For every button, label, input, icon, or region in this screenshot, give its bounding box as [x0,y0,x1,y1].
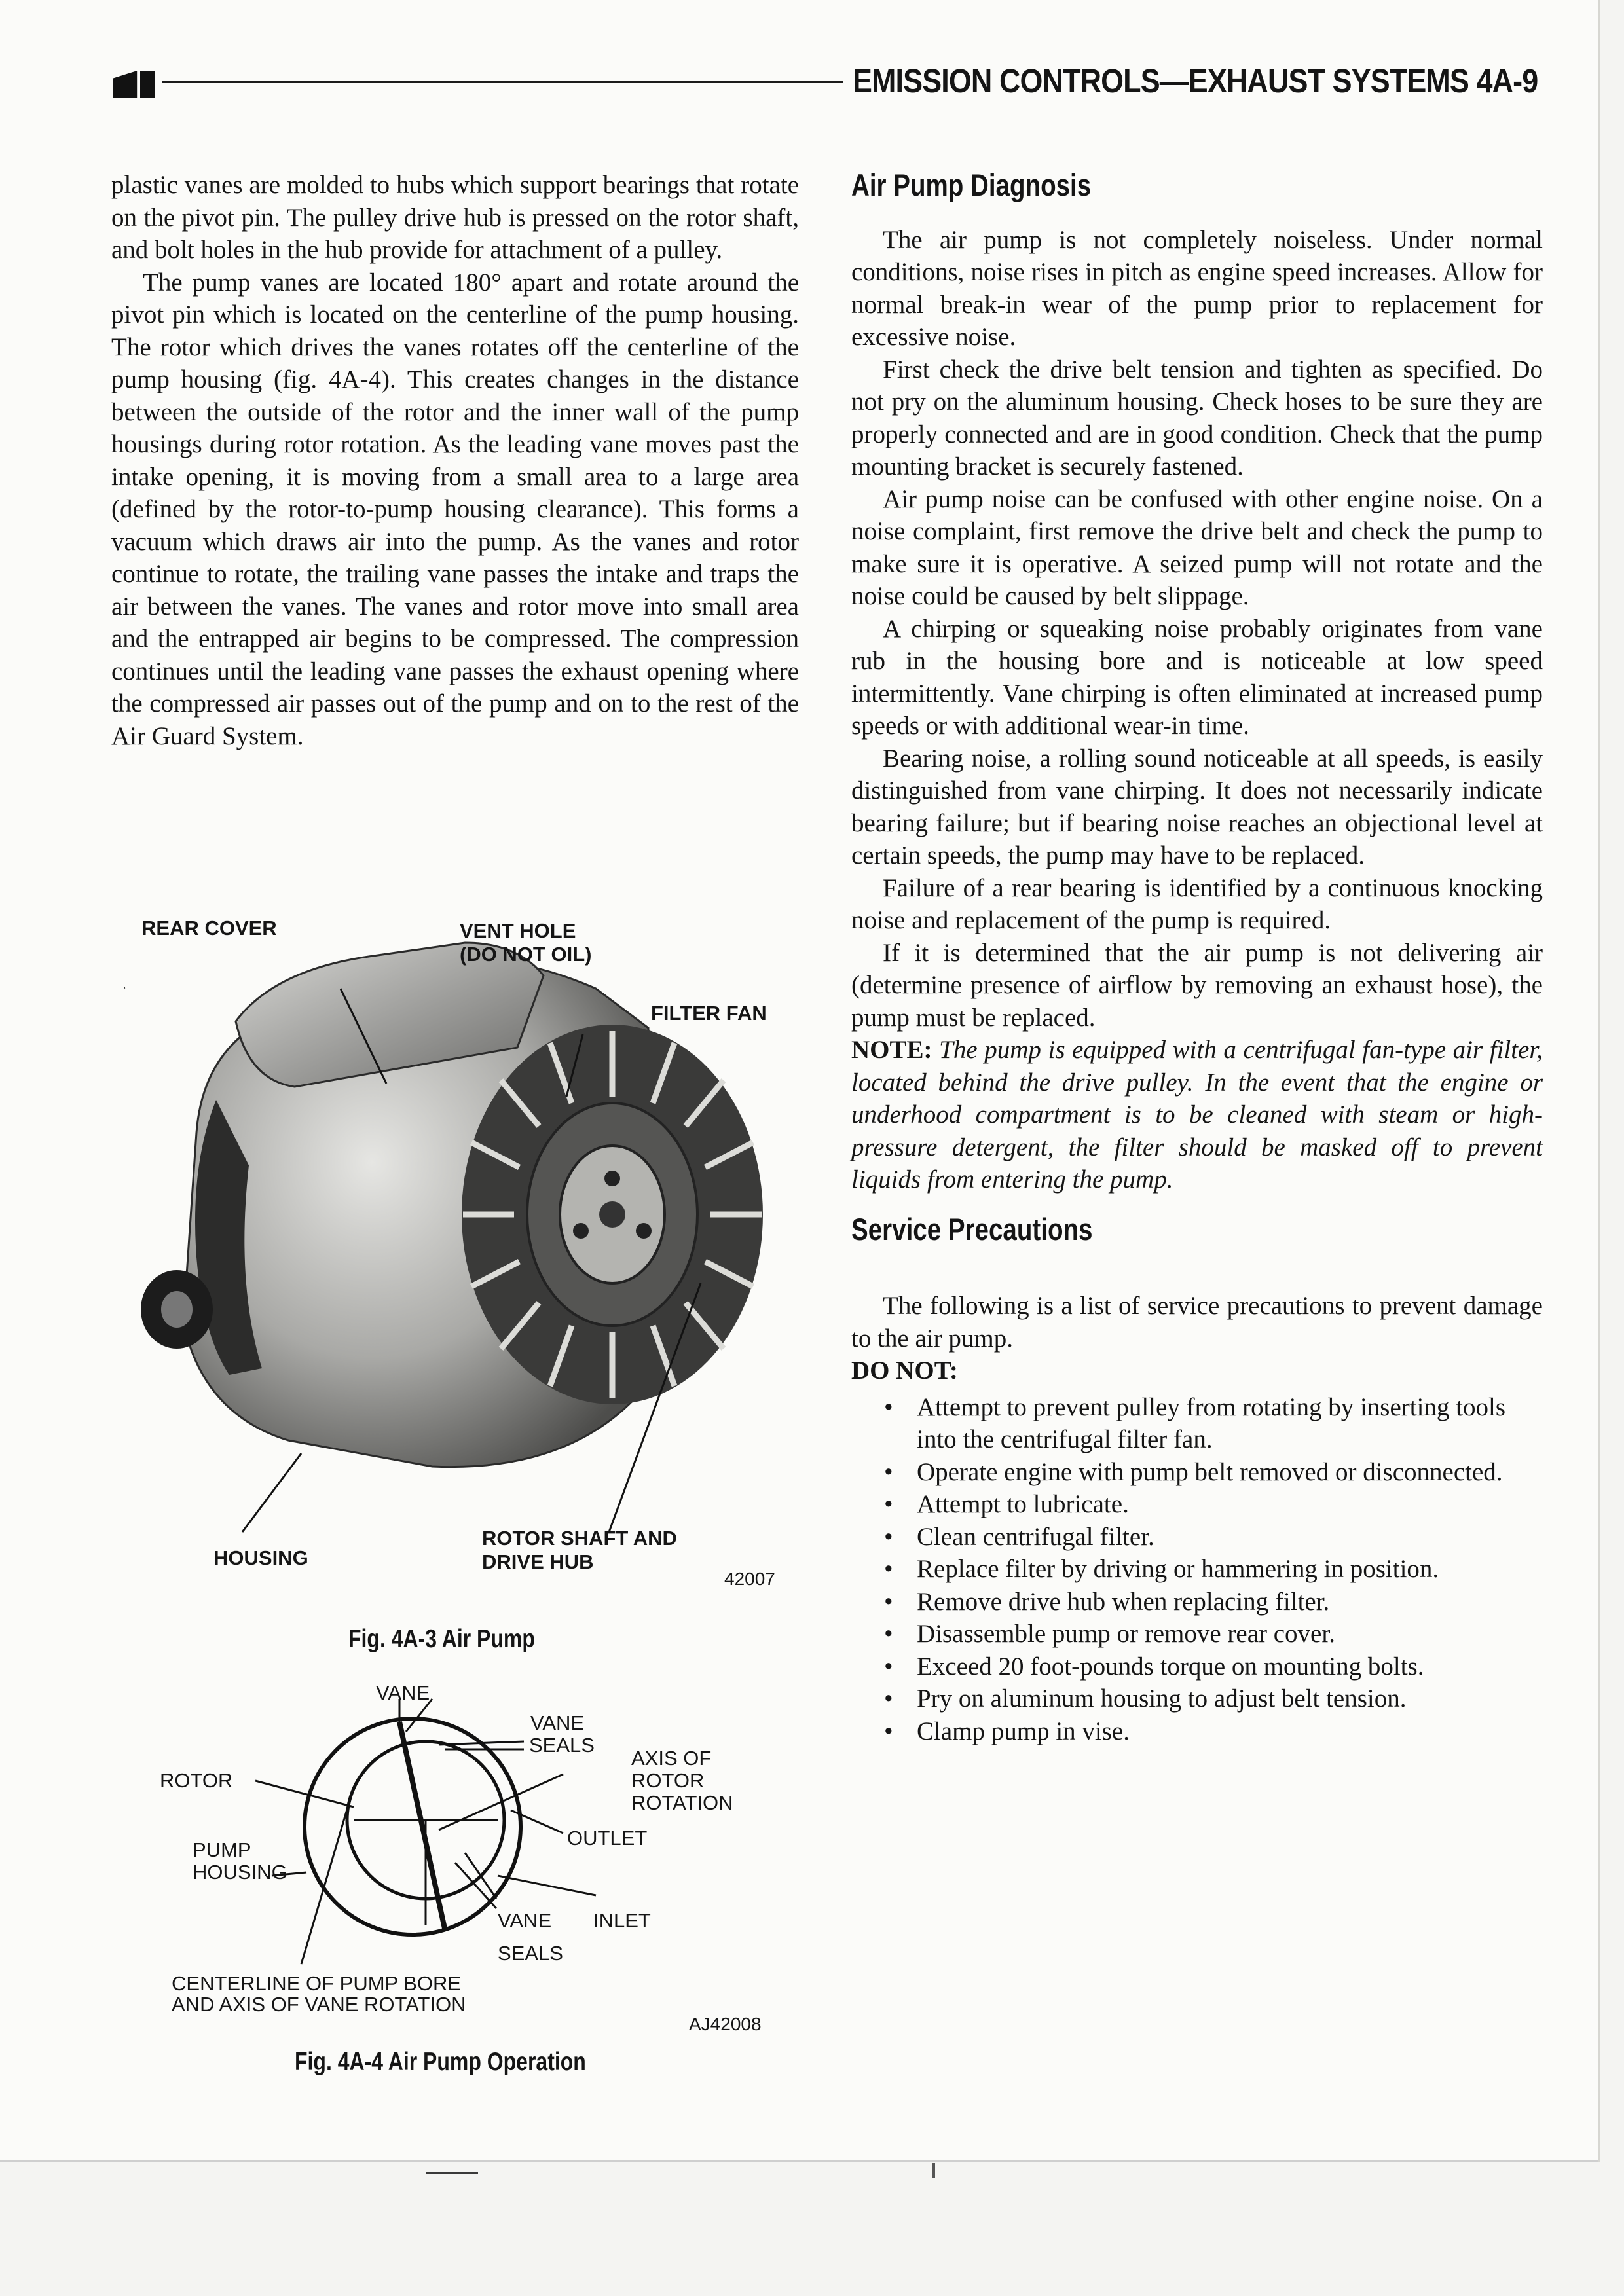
body-paragraph: Air pump noise can be confused with other engine noise. On a noise complaint, first remove the drive belt and check the pump to make sure it is operative. A seized pump will not rotate and the noise could be caused by belt slippage. [851,484,1543,610]
right-column [851,169,1543,1747]
label-centerline: CENTERLINE OF PUMP BORE [172,1972,462,1995]
label-outlet: OUTLET [567,1827,648,1850]
label-pump: PUMP [193,1838,251,1861]
body-paragraph: A chirping or squeaking noise probably originates from vane rub in the housing bore and is noticeable at low speed intermittently. Vane chirping is often eliminated at increased pump speeds or with additional wear-in time. [851,614,1543,740]
label-rear-cover: REAR COVER [141,917,277,939]
do-not-list [851,1391,1543,1748]
body-paragraph: If it is determined that the air pump is not delivering air (determine presence of airflow by removing an exhaust hose), the pump must be replaced. [851,938,1543,1032]
label-axis-of: AXIS OF [631,1747,712,1770]
list-item: • Clean centrifugal filter. [851,1521,1543,1554]
label-housing: HOUSING [213,1546,308,1569]
header-rule [162,81,843,83]
label-drive-hub: DRIVE HUB [482,1550,594,1573]
bottom-mark [426,2172,478,2174]
label-vane-seals-bottom: VANE [498,1909,552,1932]
note-label: NOTE: [851,1036,932,1064]
list-item: • Operate engine with pump belt removed or disconnected. [851,1456,1543,1489]
note-block [851,1034,1543,1196]
list-item: • Remove drive hub when replacing filter. [851,1586,1543,1618]
left-column [111,169,799,752]
list-item: • Attempt to lubricate. [851,1488,1543,1521]
label-centerline-2: AND AXIS OF VANE ROTATION [172,1993,466,2016]
label-rotor: ROTOR [160,1769,233,1792]
list-item: • Attempt to prevent pulley from rotating by inserting tools into the centrifugal filter fan. [851,1391,1543,1456]
list-item: • Replace filter by driving or hammering in position. [851,1553,1543,1586]
page-header-title: EMISSION CONTROLS—EXHAUST SYSTEMS 4A-9 [853,62,1538,100]
label-rotor-shaft: ROTOR SHAFT AND [482,1527,677,1550]
service-intro: The following is a list of service precautions to prevent damage to the air pump. [851,1292,1543,1353]
list-item: • Clamp pump in vise. [851,1715,1543,1748]
bolt-hole [161,1291,193,1328]
figure-code: AJ42008 [689,2014,762,2034]
label-axis-rotor: ROTOR [631,1769,705,1792]
label-vane-seals-bottom-2: SEALS [498,1942,563,1965]
label-axis-rotation: ROTATION [631,1791,733,1814]
section-heading-air-pump-diagnosis: Air Pump Diagnosis [851,168,1092,202]
body-paragraph: The air pump is not completely noiseless. Under normal conditions, noise rises in pitch as engine speed increases. Allow for normal break-in wear of the pump prior to replacement for excessive noise. [851,225,1543,351]
section-heading-service-precautions: Service Precautions [851,1211,1093,1247]
label-vane: VANE [376,1681,430,1704]
bottom-mark [932,2163,935,2178]
list-item: • Pry on aluminum housing to adjust belt tension. [851,1683,1543,1715]
pump-bore-circle [304,1719,521,1935]
label-vane-seals-top: VANE [530,1711,585,1734]
label-filter-fan: FILTER FAN [651,1002,767,1025]
figure-code: 42007 [724,1569,775,1589]
body-paragraph: First check the drive belt tension and tighten as specified. Do not pry on the aluminum housing. Check hoses to be sure they are properly connected and are in good condition. Check that the pump mounting bracket is securely fastened. [851,355,1543,481]
pump-operation-diagram [157,1676,786,2016]
label-housing-2: HOUSING [193,1861,287,1884]
figure-caption: Fig. 4A-4 Air Pump Operation [295,2048,586,2076]
label-vent-hole-note: (DO NOT OIL) [460,943,592,966]
label-vane-seals-top-2: SEALS [529,1734,595,1757]
body-paragraph: plastic vanes are molded to hubs which support bearings that rotate on the pivot pin. The pulley drive hub is pressed on the rotor shaft, and bolt holes in the hub provide for attachment of a pulley. [111,171,799,264]
body-paragraph: Bearing noise, a rolling sound noticeable at all speeds, is easily distinguished from vane chirping. It does not necessarily indicate bearing failure; but if bearing noise reaches an objectional level at certain speeds, the pump may have to be replaced. [851,744,1543,869]
page-bottom-edge [0,2160,1598,2162]
figure-caption: Fig. 4A-3 Air Pump [348,1625,535,1653]
label-vent-hole: VENT HOLE [460,919,576,942]
list-item: • Exceed 20 foot-pounds torque on mounting bolts. [851,1650,1543,1683]
label-inlet: INLET [593,1909,651,1932]
body-paragraph: The pump vanes are located 180° apart and rotate around the pivot pin which is located on the centerline of the pump housing. The rotor which drives the vanes rotates off the centerline of the pump housing (fig. 4A-4). This creates changes in the distance between the outside of the rotor and the inner wall of the pump housings during rotor rotation. As the leading vane moves past the intake opening, it is moving from a small area to a large area (defined by the rotor-to-pump housing clearance). This forms a vacuum which draws air into the pump. As the vanes and rotor continue to rotate, the trailing vane passes the intake and traps the air between the vanes. The vanes and rotor move into small area and the entrapped air begins to be compressed. The compression continues until the leading vane passes the exhaust opening where the compressed air passes out of the pump and on to the rest of the Air Guard System. [111,268,799,750]
corner-bar-icon [140,71,155,98]
body-paragraph: Failure of a rear bearing is identified by a continuous knocking noise and replacement of the pump is required. [851,873,1543,934]
filter-fan [462,1025,763,1404]
do-not-heading: DO NOT: [851,1357,958,1385]
list-item: • Disassemble pump or remove rear cover. [851,1618,1543,1650]
note-text: The pump is equipped with a centrifugal fan-type air filter, located behind the drive pulley. In the event that the engine or underhood compartment is to be cleaned with steam or high-pressure detergent, the filter should be masked off to prevent liquids from entering the pump. [851,1036,1543,1194]
